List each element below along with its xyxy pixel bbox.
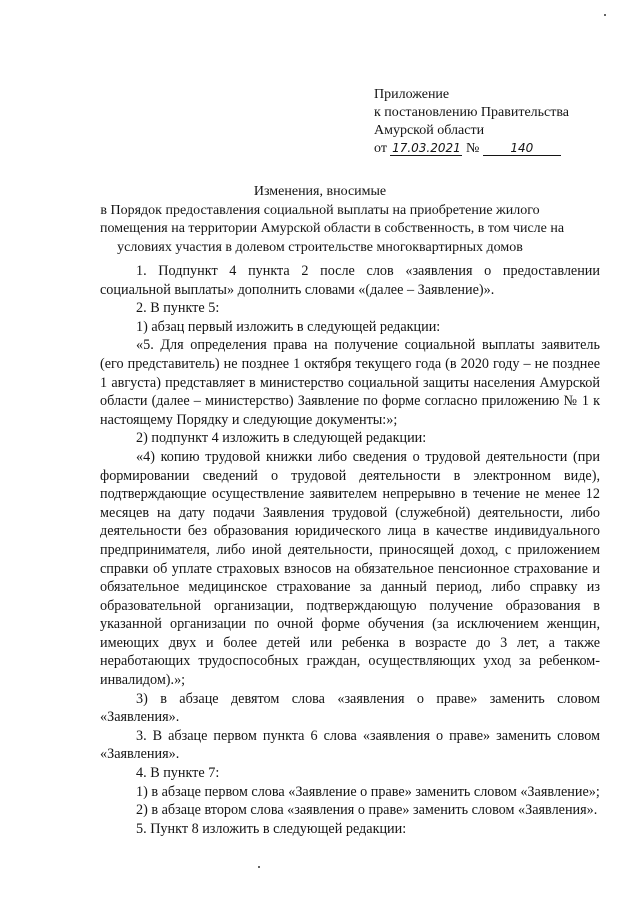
number-prefix: № xyxy=(465,141,480,156)
title-line: в Порядок предоставления социальной выплаты на приобретение жилого xyxy=(100,202,540,218)
body-paragraph: 1) абзац первый изложить в следующей редакции: xyxy=(136,318,441,335)
body-paragraph: «4) копию трудовой книжки либо сведения о трудовой деятельности (при формировании сведений о трудовой деятельности в электронном виде), подтверждающие осуществление заявителем непрерывно в течение не менее 12 месяцев на дату подачи Заявления трудовой (служебной) деятельности, либо деятельности без образования юридического лица в качестве индивидуального предпринимателя, либо иной деятельности, приносящей доход, с приложением справки об уплате страховых взносов на обязательное пенсионное страхование и обязательное медицинское страхование за данный период, либо справку из образовательной организации, подтверждающую получение образования в указанной организации по очной форме обучения (за исключением женщин, имеющих двух и более детей или ребенка в возрасте до 3 лет, а также неработающих трудоспособных граждан, осуществляющих уход за ребенком-инвалидом).»; xyxy=(100,448,600,689)
body-paragraph: 2. В пункте 5: xyxy=(136,300,220,317)
title-line: помещения на территории Амурской области в собственность, в том числе на xyxy=(100,221,565,236)
appendix-date-line xyxy=(374,140,614,158)
appendix-block xyxy=(374,86,614,158)
body-paragraph: 2) в абзаце втором слова «заявления о праве» заменить словом «Заявления». xyxy=(136,802,598,819)
body-paragraph: 1) в абзаце первом слова «Заявление о праве» заменить словом «Заявление»; xyxy=(136,783,600,800)
appendix-line: к постановлению Правительства xyxy=(374,105,570,120)
body-paragraph: 5. Пункт 8 изложить в следующей редакции: xyxy=(136,820,407,837)
scan-speck xyxy=(258,866,260,868)
scan-speck xyxy=(604,14,606,16)
date-prefix: от xyxy=(374,141,387,156)
title-line: условиях участия в долевом строительстве многоквартирных домов xyxy=(117,239,523,255)
body-paragraph: 3. В абзаце первом пункта 6 слова «заявления о праве» заменить словом «Заявления». xyxy=(100,727,600,763)
body-paragraph: 2) подпункт 4 изложить в следующей редакции: xyxy=(136,430,427,447)
appendix-date: 17.03.2021 xyxy=(392,141,461,155)
document-title xyxy=(100,183,565,257)
body-paragraph: «5. Для определения права на получение социальной выплаты заявитель (его представитель) не позднее 1 октября текущего года (в 2020 году – не позднее 1 августа) представляет в министерство социальной защиты населения Амурской области (далее – министерство) Заявление по форме согласно приложению № 1 к настоящему Порядку и следующие документы:»; xyxy=(100,337,600,428)
document-body xyxy=(100,262,600,838)
body-paragraph: 3) в абзаце девятом слова «заявления о праве» заменить словом «Заявления». xyxy=(100,690,600,726)
body-paragraph: 4. В пункте 7: xyxy=(136,765,220,782)
appendix-number: 140 xyxy=(483,141,561,156)
body-paragraph: 1. Подпункт 4 пункта 2 после слов «заявления о предоставлении социальной выплаты» дополнить словами «(далее – Заявление)». xyxy=(100,263,600,298)
appendix-line: Приложение xyxy=(374,87,450,102)
appendix-line: Амурской области xyxy=(374,123,485,138)
title-line: Изменения, вносимые xyxy=(253,184,387,199)
